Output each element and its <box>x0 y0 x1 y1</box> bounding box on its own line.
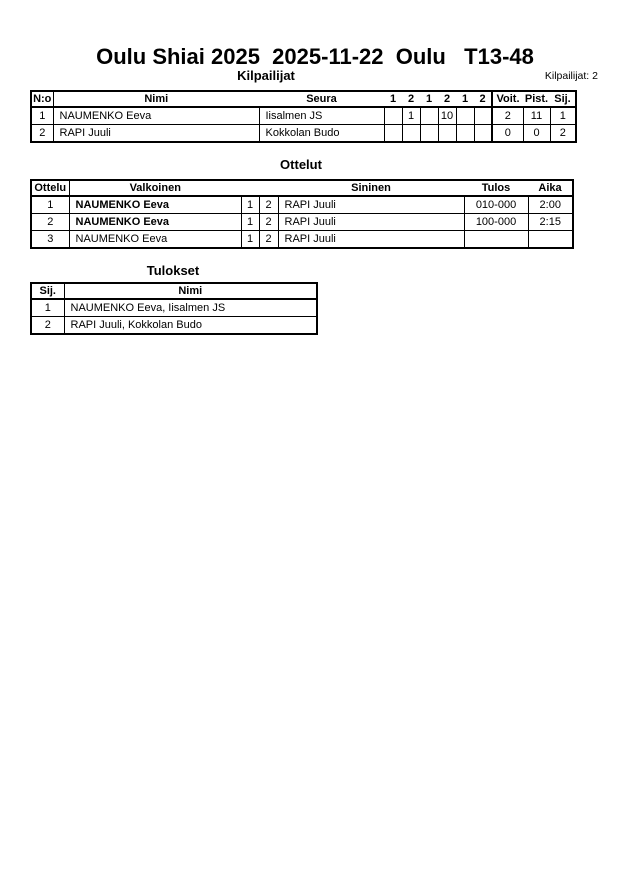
cell-aika <box>528 231 573 249</box>
cell-sininen: RAPI Juuli <box>278 196 464 214</box>
cell-score <box>474 125 492 143</box>
tulokset-section-heading: Tulokset <box>146 263 200 278</box>
cell-nimi: RAPI Juuli <box>53 125 259 143</box>
kilpailijat-header-row <box>31 91 576 107</box>
cell-valkoinen: NAUMENKO Eeva <box>69 196 241 214</box>
cell-aika: 2:00 <box>528 196 573 214</box>
cell-score <box>456 125 474 143</box>
column-header-score6: 2 <box>474 91 492 107</box>
column-header-score1: 1 <box>384 91 402 107</box>
cell-sininen: RAPI Juuli <box>278 231 464 249</box>
column-header-spacer2 <box>259 180 278 196</box>
cell-number2: 2 <box>259 231 278 249</box>
table-row <box>31 299 317 317</box>
cell-seura: Iisalmen JS <box>259 107 384 125</box>
column-header-tulos: Tulos <box>464 180 528 196</box>
cell-voit: 0 <box>492 125 523 143</box>
column-header-ottelu: Ottelu <box>31 180 69 196</box>
column-header-seura: Seura <box>259 91 384 107</box>
cell-score <box>420 125 438 143</box>
cell-sij: 1 <box>550 107 576 125</box>
cell-score: 1 <box>402 107 420 125</box>
cell-score <box>438 125 456 143</box>
column-header-pist: Pist. <box>524 93 549 105</box>
cell-score <box>402 125 420 143</box>
cell-sij: 2 <box>31 317 64 335</box>
cell-nimi: NAUMENKO Eeva <box>53 107 259 125</box>
column-header-score5: 1 <box>456 91 474 107</box>
column-header-aika: Aika <box>528 180 573 196</box>
cell-score <box>384 107 402 125</box>
table-row <box>31 317 317 335</box>
cell-no: 2 <box>31 125 53 143</box>
table-row <box>31 231 573 249</box>
cell-number1: 1 <box>241 214 259 231</box>
tulokset-header-row <box>31 283 317 299</box>
cell-ottelu: 2 <box>31 214 69 231</box>
column-header-score4: 2 <box>438 91 456 107</box>
column-header-voit: Voit. <box>492 91 523 107</box>
cell-sininen: RAPI Juuli <box>278 214 464 231</box>
column-header-nimi: Nimi <box>64 283 317 299</box>
table-row <box>31 196 573 214</box>
cell-valkoinen: NAUMENKO Eeva <box>69 214 241 231</box>
cell-number2: 2 <box>259 214 278 231</box>
cell-nimi: RAPI Juuli, Kokkolan Budo <box>64 317 317 335</box>
competitor-count-label: Kilpailijat: 2 <box>544 70 598 82</box>
cell-sij: 2 <box>550 125 576 143</box>
cell-tulos <box>464 231 528 249</box>
tulokset-table <box>30 282 318 335</box>
cell-valkoinen: NAUMENKO Eeva <box>69 231 241 249</box>
cell-nimi: NAUMENKO Eeva, Iisalmen JS <box>64 299 317 317</box>
table-row <box>31 107 576 125</box>
kilpailijat-table <box>30 90 577 143</box>
kilpailijat-section-heading: Kilpailijat <box>237 68 295 83</box>
column-header-score3: 1 <box>420 91 438 107</box>
ottelut-section-heading: Ottelut <box>280 157 322 172</box>
cell-ottelu: 3 <box>31 231 69 249</box>
cell-voit: 2 <box>492 107 523 125</box>
ottelut-table <box>30 179 574 249</box>
column-header-no: N:o <box>31 91 53 107</box>
cell-tulos: 100-000 <box>464 214 528 231</box>
cell-score <box>456 107 474 125</box>
ottelut-header-row <box>31 180 573 196</box>
cell-ottelu: 1 <box>31 196 69 214</box>
cell-score <box>474 107 492 125</box>
column-header-valkoinen: Valkoinen <box>69 180 241 196</box>
cell-seura: Kokkolan Budo <box>259 125 384 143</box>
cell-tulos: 010-000 <box>464 196 528 214</box>
column-header-sij: Sij. <box>31 283 64 299</box>
cell-aika: 2:15 <box>528 214 573 231</box>
column-header-sij: Sij. <box>550 91 576 107</box>
column-header-nimi: Nimi <box>53 91 259 107</box>
cell-number1: 1 <box>241 196 259 214</box>
column-header-sininen: Sininen <box>278 180 464 196</box>
cell-number1: 1 <box>241 231 259 249</box>
column-header-spacer1 <box>241 180 259 196</box>
cell-pist: 11 <box>523 107 550 125</box>
page-title: Oulu Shiai 2025 2025-11-22 Oulu T13-48 <box>96 44 534 69</box>
cell-pist: 0 <box>523 125 550 143</box>
cell-score: 10 <box>438 107 456 125</box>
table-row <box>31 214 573 231</box>
column-header-score2: 2 <box>402 91 420 107</box>
cell-score <box>384 125 402 143</box>
cell-score <box>420 107 438 125</box>
cell-sij: 1 <box>31 299 64 317</box>
cell-number2: 2 <box>259 196 278 214</box>
table-row <box>31 125 576 143</box>
cell-no: 1 <box>31 107 53 125</box>
